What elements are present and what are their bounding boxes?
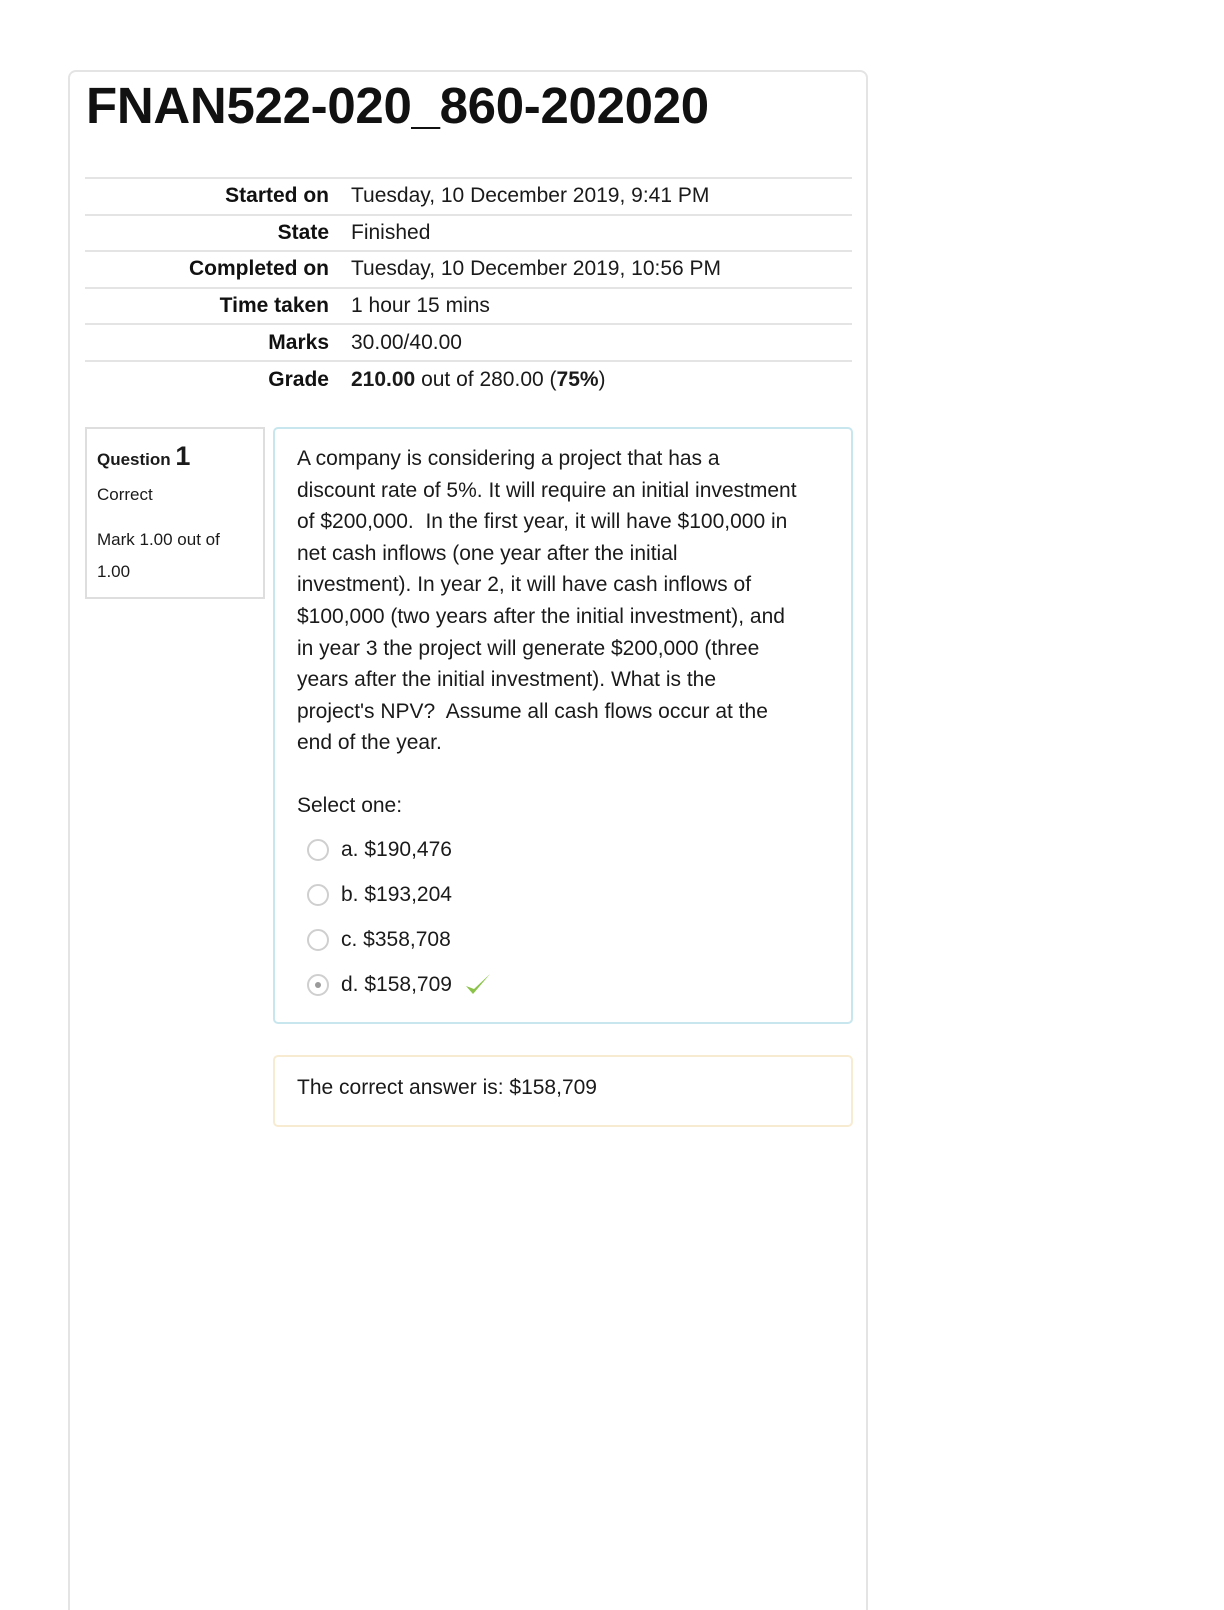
answer-option-label: a. $190,476	[341, 837, 452, 861]
grade-out-of: out of 280.00 (	[415, 367, 557, 391]
summary-label: State	[277, 220, 329, 244]
question-label-text: Question	[97, 450, 171, 469]
page-title: FNAN522-020_860-202020	[86, 77, 709, 134]
summary-row-marks	[85, 324, 852, 361]
grade-score: 210.00	[351, 367, 416, 391]
summary-value: 30.00/40.00	[351, 330, 462, 354]
summary-row-started	[85, 178, 852, 215]
summary-label: Grade	[268, 367, 329, 391]
radio-dot	[315, 982, 321, 988]
summary-label: Completed on	[189, 257, 329, 281]
answer-option-b[interactable]	[297, 872, 829, 917]
grade-close: )	[598, 367, 606, 391]
summary-row-completed	[85, 251, 852, 288]
summary-label: Started on	[225, 184, 329, 208]
answer-option-c[interactable]	[297, 918, 829, 963]
summary-label: Time taken	[219, 294, 329, 318]
radio-button[interactable]	[307, 929, 329, 951]
answer-option-label: c. $358,708	[341, 928, 451, 952]
summary-row-state	[85, 215, 852, 252]
answer-options	[297, 827, 829, 1008]
question-text: A company is considering a project that has a discount rate of 5%. It will require an initial investment of $200,000. In the first year, it will have $100,000 in net cash inflows (one year after the initial investment). In year 2, it will have cash inflows of $100,000 (two years after the initial investment), and in year 3 the project will generate $200,000 (three years after the initial investment). What is the project's NPV? Assume all cash flows occur at the end of the year.	[297, 447, 803, 755]
answer-option-label: b. $193,204	[341, 882, 452, 906]
radio-button[interactable]	[307, 884, 329, 906]
summary-value: Tuesday, 10 December 2019, 9:41 PM	[351, 184, 710, 208]
answer-option-a[interactable]	[297, 827, 829, 872]
summary-value	[351, 361, 852, 398]
radio-button-selected[interactable]	[307, 974, 329, 996]
summary-row-grade	[85, 361, 852, 398]
question-grade: Mark 1.00 out of 1.00	[97, 530, 220, 581]
select-one-prompt: Select one:	[297, 793, 403, 817]
summary-value: Finished	[351, 220, 431, 244]
summary-label: Marks	[268, 330, 329, 354]
question-content-box	[273, 427, 853, 1024]
answer-option-label: d. $158,709	[341, 973, 452, 997]
question-number: 1	[175, 441, 191, 471]
checkmark-icon	[464, 972, 492, 998]
summary-value: Tuesday, 10 December 2019, 10:56 PM	[351, 257, 722, 281]
question-label	[97, 441, 253, 475]
summary-row-time-taken	[85, 288, 852, 325]
answer-option-d[interactable]	[297, 963, 829, 1008]
grade-percent: 75%	[556, 367, 599, 391]
correct-answer-feedback: The correct answer is: $158,709	[273, 1055, 853, 1127]
radio-button[interactable]	[307, 839, 329, 861]
question-state: Correct	[97, 485, 153, 504]
quiz-summary-table	[85, 177, 852, 398]
summary-value: 1 hour 15 mins	[351, 294, 490, 318]
question-info-box	[85, 427, 265, 599]
